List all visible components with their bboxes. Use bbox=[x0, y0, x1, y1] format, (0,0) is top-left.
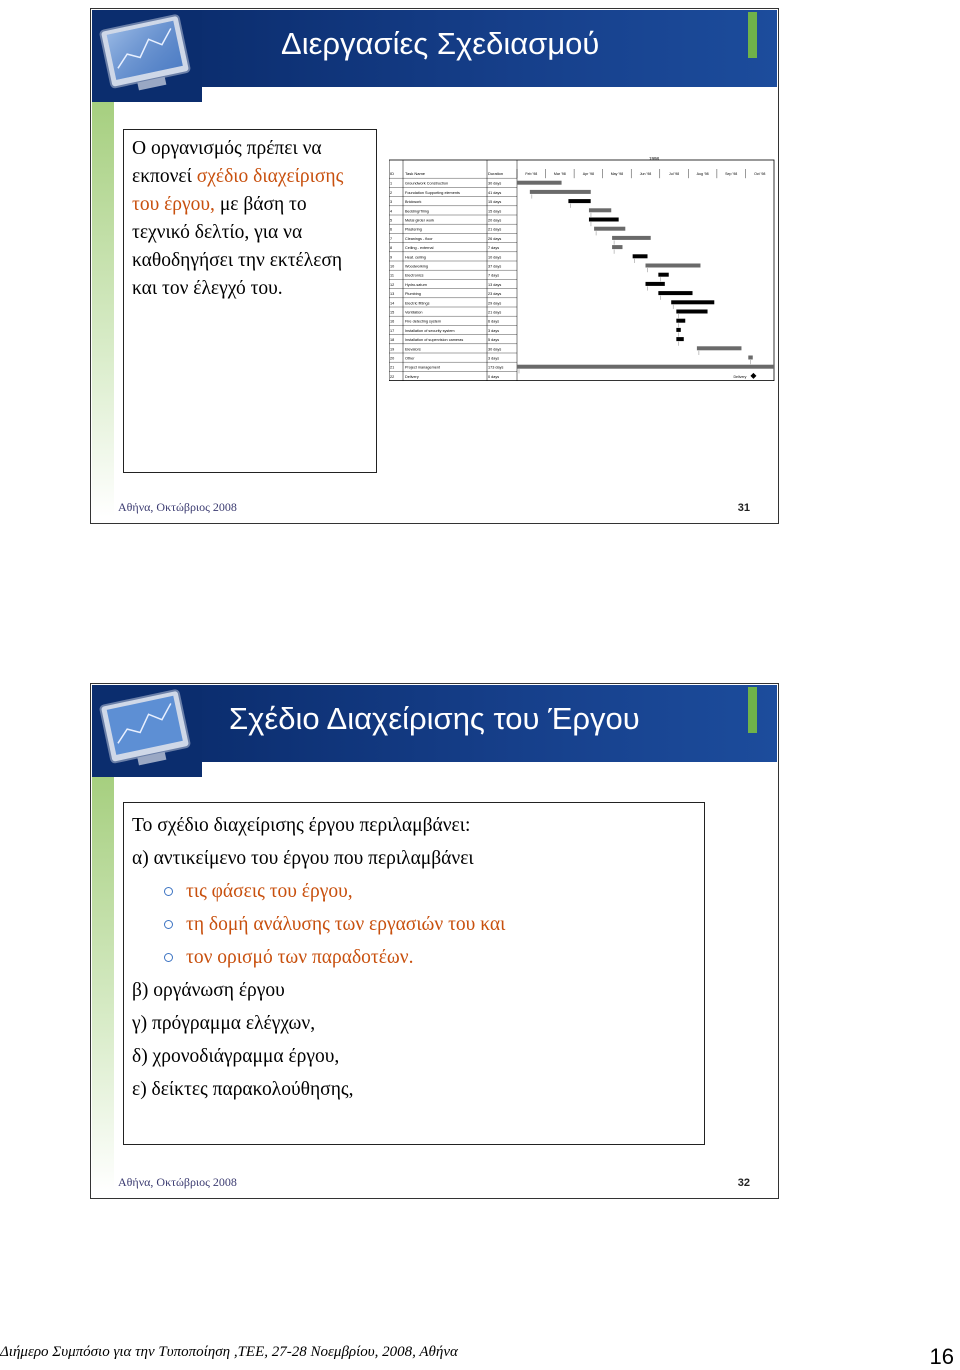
gantt-row-task: Elevators bbox=[405, 347, 421, 352]
gantt-month-label: Sep '98 bbox=[725, 172, 738, 176]
gantt-row-duration: 29 days bbox=[488, 301, 502, 306]
gantt-bar bbox=[646, 282, 665, 286]
item-e: ε) δείκτες παρακολούθησης, bbox=[132, 1079, 354, 1100]
body-text bbox=[132, 135, 368, 303]
slide-32 bbox=[90, 683, 779, 1199]
bullet-circle-icon bbox=[164, 953, 173, 962]
slide-text-box bbox=[123, 802, 705, 1145]
slide-title: Σχέδιο Διαχείρισης του Έργου bbox=[229, 701, 640, 736]
gantt-row-id: 14 bbox=[390, 301, 395, 306]
gantt-row-id: 19 bbox=[390, 347, 395, 352]
gantt-chart bbox=[389, 155, 781, 383]
slide-31 bbox=[90, 8, 779, 524]
gantt-row-task: Installation of security system bbox=[405, 328, 455, 333]
bullet-circle-icon bbox=[164, 887, 173, 896]
gantt-bar bbox=[676, 328, 680, 332]
gantt-bar bbox=[612, 245, 622, 249]
gantt-bar bbox=[676, 337, 683, 341]
gantt-row-task: Brickwork bbox=[405, 200, 422, 205]
gantt-row-duration: 26 days bbox=[488, 236, 502, 241]
gantt-row-duration: 15 days bbox=[488, 200, 502, 205]
accent-bar bbox=[748, 12, 757, 58]
gantt-row-duration: 6 days bbox=[488, 319, 500, 324]
gantt-row-id: 20 bbox=[390, 356, 395, 361]
title-bar bbox=[191, 10, 777, 87]
slide-number: 32 bbox=[737, 1177, 750, 1189]
gantt-header-duration: Duration bbox=[488, 171, 504, 176]
sub-bullet-2 bbox=[132, 908, 696, 941]
gantt-row-id: 10 bbox=[390, 264, 395, 269]
gantt-row-duration: 23 days bbox=[488, 292, 502, 297]
title-bar bbox=[191, 685, 777, 762]
gantt-bar bbox=[748, 356, 752, 360]
gantt-row-task: Electronics bbox=[405, 273, 424, 278]
intro-line: Το σχέδιο διαχείρισης έργου περιλαμβάνει: bbox=[132, 815, 471, 836]
gantt-milestone-label: Delivery bbox=[733, 374, 747, 379]
gantt-month-label: Oct '98 bbox=[754, 172, 766, 176]
accent-bar bbox=[748, 687, 757, 733]
gantt-row-duration: 21 days bbox=[488, 227, 502, 232]
gantt-row-duration: 13 days bbox=[488, 282, 502, 287]
gantt-row-duration: 10 days bbox=[488, 255, 502, 260]
bullet-circle-icon bbox=[164, 920, 173, 929]
gantt-row-id: 9 bbox=[390, 255, 393, 260]
gantt-row-duration: 0 days bbox=[488, 374, 500, 379]
gantt-row-task: Metal girder work bbox=[405, 218, 435, 223]
monitor-logo-icon bbox=[92, 685, 202, 777]
gantt-row-task: Installation of supervision cameras bbox=[405, 338, 464, 343]
gantt-row-task: Cleanings - floor bbox=[405, 236, 433, 241]
gantt-row-duration: 15 days bbox=[488, 209, 502, 214]
body-text-part-1: Ο οργανισμός πρέπει να εκπονεί bbox=[132, 138, 322, 187]
gantt-month-label: Jul '98 bbox=[668, 172, 680, 176]
gantt-row-task: Plumbing bbox=[405, 292, 421, 297]
gantt-row-duration: 21 days bbox=[488, 310, 502, 315]
gantt-header-id: ID bbox=[390, 171, 394, 176]
gantt-row-task: Ceiling - external bbox=[405, 246, 434, 251]
gantt-month-label: Aug '98 bbox=[696, 172, 709, 176]
gantt-row-task: Ventilation bbox=[405, 310, 423, 315]
gantt-bar bbox=[697, 346, 742, 350]
item-d: δ) χρονοδιάγραμμα έργου, bbox=[132, 1046, 340, 1067]
gantt-month-label: Jun '98 bbox=[639, 172, 652, 176]
sub-bullet-text: τις φάσεις του έργου, bbox=[186, 881, 353, 902]
gantt-row-duration: 37 days bbox=[488, 264, 502, 269]
gantt-row-task: Fire detecting system bbox=[405, 319, 442, 324]
sub-bullet-3 bbox=[132, 941, 696, 974]
gantt-row-id: 13 bbox=[390, 292, 395, 297]
gantt-row-id: 11 bbox=[390, 273, 394, 278]
gantt-row-id: 3 bbox=[390, 200, 393, 205]
gantt-bar bbox=[594, 227, 625, 231]
gantt-row-duration: 30 days bbox=[488, 181, 502, 186]
gantt-row-id: 17 bbox=[390, 328, 395, 333]
gantt-row-duration: 173 days bbox=[488, 365, 504, 370]
gantt-row-duration: 5 days bbox=[488, 338, 500, 343]
monitor-logo-icon bbox=[92, 10, 202, 102]
gantt-row-id: 16 bbox=[390, 319, 395, 324]
gantt-bar bbox=[589, 208, 611, 212]
gantt-row-task: Heat. ceiling bbox=[405, 255, 426, 260]
slide-title: Διεργασίες Σχεδιασμού bbox=[281, 26, 600, 61]
gantt-row-duration: 7 days bbox=[488, 246, 500, 251]
gantt-row-duration: 3 days bbox=[488, 356, 500, 361]
gantt-row-id: 21 bbox=[390, 365, 395, 370]
gantt-row-id: 2 bbox=[390, 190, 393, 195]
slide-text-box bbox=[123, 129, 377, 473]
gantt-row-task: Project management bbox=[405, 365, 441, 370]
gantt-row-task: Woodworking bbox=[405, 264, 428, 269]
gantt-row-duration: 3 days bbox=[488, 328, 500, 333]
gantt-bar bbox=[676, 310, 707, 314]
gantt-row-id: 7 bbox=[390, 236, 393, 241]
gantt-bar bbox=[646, 264, 701, 268]
gantt-bar bbox=[633, 254, 648, 258]
gantt-bar bbox=[658, 291, 692, 295]
gantt-row-id: 22 bbox=[390, 374, 395, 379]
gantt-row-task: Hydro-saturn bbox=[405, 282, 427, 287]
gantt-row-task: Bedding/Tiling bbox=[405, 209, 429, 214]
slide-footer: Αθήνα, Οκτώβριος 2008 bbox=[118, 500, 237, 514]
gantt-row-task: Electric fittings bbox=[405, 301, 430, 306]
gantt-bar bbox=[658, 273, 668, 277]
page-number: 16 bbox=[929, 1344, 954, 1369]
gantt-row-id: 4 bbox=[390, 209, 393, 214]
gantt-row-duration: 20 days bbox=[488, 218, 502, 223]
gantt-row-id: 5 bbox=[390, 218, 393, 223]
gantt-row-task: Foundation Supporting elements bbox=[405, 190, 460, 195]
gantt-bar bbox=[517, 181, 562, 185]
page-footer: Διήμερο Συμπόσιο για την Τυποποίηση ,ΤΕΕ, 27-28 Νοεμβρίου, 2008, Αθήνα bbox=[0, 1344, 458, 1360]
gantt-bar bbox=[676, 319, 685, 323]
gantt-header-task: Task Name bbox=[405, 171, 426, 176]
gantt-month-label: Feb '98 bbox=[525, 172, 538, 176]
sub-bullet-text: τη δομή ανάλυσης των εργασιών του και bbox=[186, 914, 506, 935]
sub-bullet-1 bbox=[132, 875, 696, 908]
gantt-row-duration: 30 days bbox=[488, 347, 502, 352]
item-a: α) αντικείμενο του έργου που περιλαμβάνει bbox=[132, 848, 474, 869]
gantt-bar bbox=[671, 300, 714, 304]
item-b: β) οργάνωση έργου bbox=[132, 980, 285, 1001]
gantt-row-id: 18 bbox=[390, 338, 395, 343]
gantt-month-label: Mar '98 bbox=[553, 172, 566, 176]
item-c: γ) πρόγραμμα ελέγχων, bbox=[132, 1013, 316, 1034]
gantt-row-duration: 41 days bbox=[488, 190, 502, 195]
gantt-row-id: 1 bbox=[390, 181, 393, 186]
gantt-bar bbox=[568, 199, 590, 203]
gantt-row-task: Other bbox=[405, 356, 415, 361]
gantt-bar bbox=[530, 190, 591, 194]
side-gradient-bar bbox=[92, 777, 114, 1192]
gantt-bar bbox=[517, 365, 774, 369]
gantt-row-duration: 7 days bbox=[488, 273, 500, 278]
gantt-row-id: 6 bbox=[390, 227, 393, 232]
gantt-row-id: 15 bbox=[390, 310, 395, 315]
gantt-row-task: Plastering bbox=[405, 227, 422, 232]
body-text-part-2: με βάση το τεχνικό δελτίο, για να καθοδηγήσει την εκτέλεση και τον έλεγχό του. bbox=[132, 194, 343, 299]
slide-number: 31 bbox=[737, 502, 750, 514]
gantt-row-task: Delivery bbox=[405, 374, 419, 379]
side-gradient-bar bbox=[92, 102, 114, 517]
gantt-month-label: Apr '98 bbox=[582, 172, 595, 176]
gantt-row-id: 8 bbox=[390, 246, 393, 251]
body-text-highlight: σχέδιο διαχείρισης του έργου, bbox=[132, 166, 344, 215]
gantt-month-label: May '98 bbox=[610, 172, 624, 176]
gantt-year-label: 1998 bbox=[648, 156, 660, 161]
gantt-row-task: Groundwork Construction bbox=[405, 181, 449, 186]
gantt-bar bbox=[589, 218, 619, 222]
gantt-milestone bbox=[750, 373, 756, 379]
gantt-row-id: 12 bbox=[390, 282, 395, 287]
sub-bullet-text: τον ορισμό των παραδοτέων. bbox=[186, 947, 414, 968]
slide-footer: Αθήνα, Οκτώβριος 2008 bbox=[118, 1175, 237, 1189]
gantt-bar bbox=[612, 236, 651, 240]
